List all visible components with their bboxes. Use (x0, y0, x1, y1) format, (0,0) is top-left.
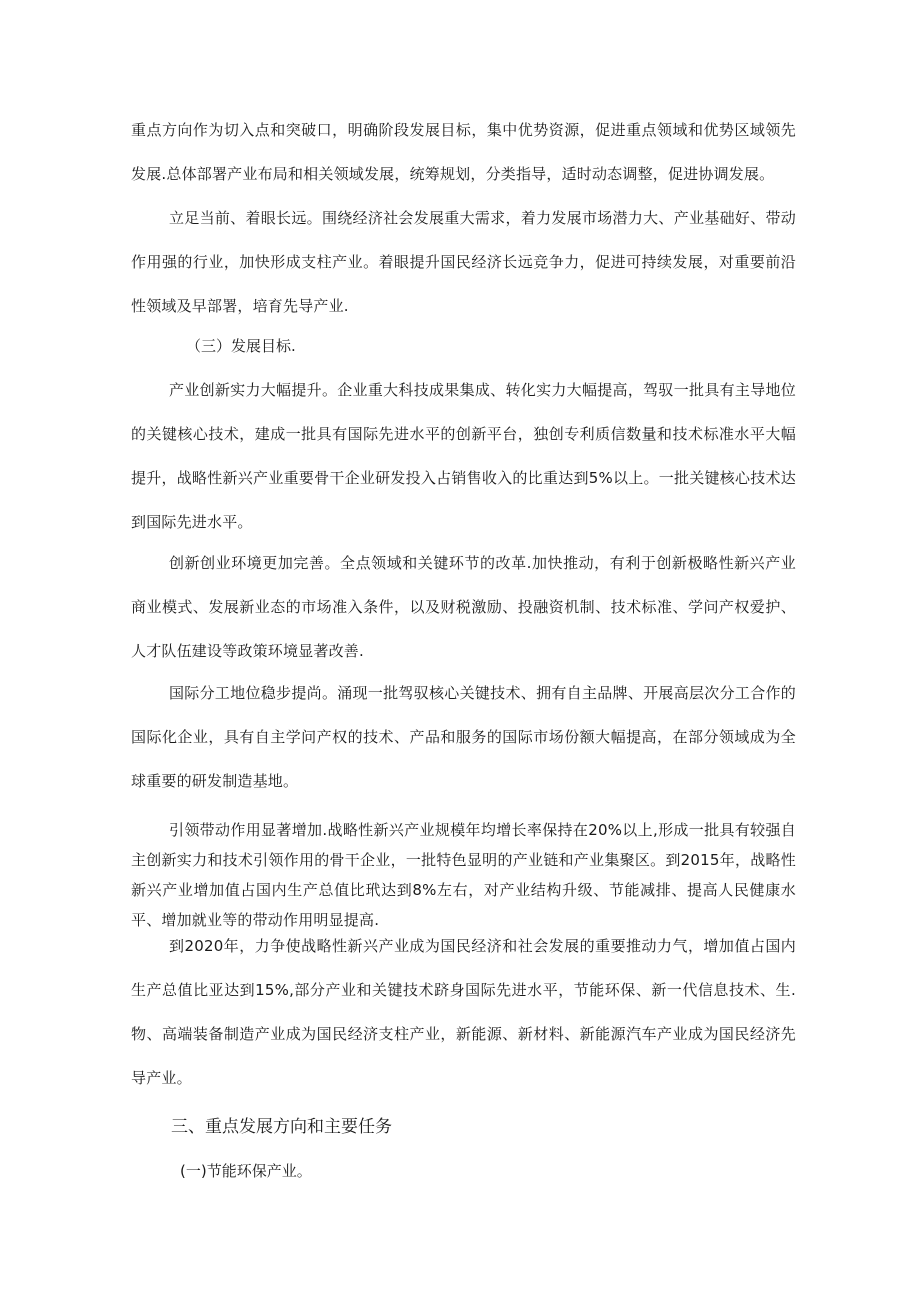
paragraph-long-term-vision: 立足当前、着眼长远。围绕经济社会发展重大需求，着力发展市场潜力大、产业基础好、带动作用强的行业，加快形成支柱产业。着眼提升国民经济长远竞争力，促进可持续发展，对重要前沿性领域及早部署，培育先导产业. (131, 209, 796, 315)
paragraph-innovation-strength: 产业创新实力大幅提升。企业重大科技成果集成、转化实力大幅提高，驾驭一批具有主导地位的关键核心技术，建成一批具有国际先进水平的创新平台，独创专利质信数量和技术标准水平大幅提升，战略性新兴产业重要骨干企业研发投入占销售收入的比重达到5%以上。一批关键核心技术达到国际先进水平。 (131, 381, 796, 531)
sub-heading-development-goals: （三）发展目标. (186, 337, 296, 355)
paragraph-leading-role: 引领带动作用显著增加.战略性新兴产业规模年均增长率保持在20%以上,形成一批具有较强自主创新实力和技术引领作用的骨干企业，一批特色显明的产业链和产业集聚区。到2015年，战略性新兴产业增加值占国内生产总值比玳达到8%左右，对产业结构升级、节能减排、提高人民健康水平、增加就业等的带动作用明显提高. (131, 821, 796, 929)
section-heading-key-directions: 三、重点发展方向和主要任务 (171, 1117, 392, 1137)
paragraph-international-division: 国际分工地位稳步提尚。涌现一批驾驭核心关键技术、拥有自主品牌、开展高层次分工合作的国际化企业，具有自主学问产权的技术、产品和服务的国际市场份额大幅提高，在部分领域成为全球重要的研发制造基地。 (131, 684, 796, 790)
paragraph-2020-goal: 到2020年，力争使战略性新兴产业成为国民经济和社会发展的重要推动力气，增加值占国内生产总值比亚达到15%,部分产业和关键技术跻身国际先进水平，节能环保、新一代信息技术、生.物、高端装备制造产业成为国民经济支柱产业，新能源、新材料、新能源汽车产业成为国民经济先导产业。 (131, 937, 796, 1087)
paragraph-regional-development: 重点方向作为切入点和突破口，明确阶段发展目标，集中优势资源，促进重点领域和优势区域领先发展.总体部署产业布局和相关领域发展，统筹规划，分类指导，适时动态调整，促进协调发展。 (131, 121, 796, 183)
sub-heading-energy-saving-industry: (一)节能环保产业。 (180, 1162, 312, 1180)
paragraph-innovation-environment: 创新创业环境更加完善。全点领域和关键环节的改革.加快推动，有利于创新极略性新兴产业商业模式、发展新业态的市场准入条件，以及财税激励、投融资机制、技术标准、学问产权爱护、人才队伍建设等政策环境显著改善. (131, 554, 796, 660)
